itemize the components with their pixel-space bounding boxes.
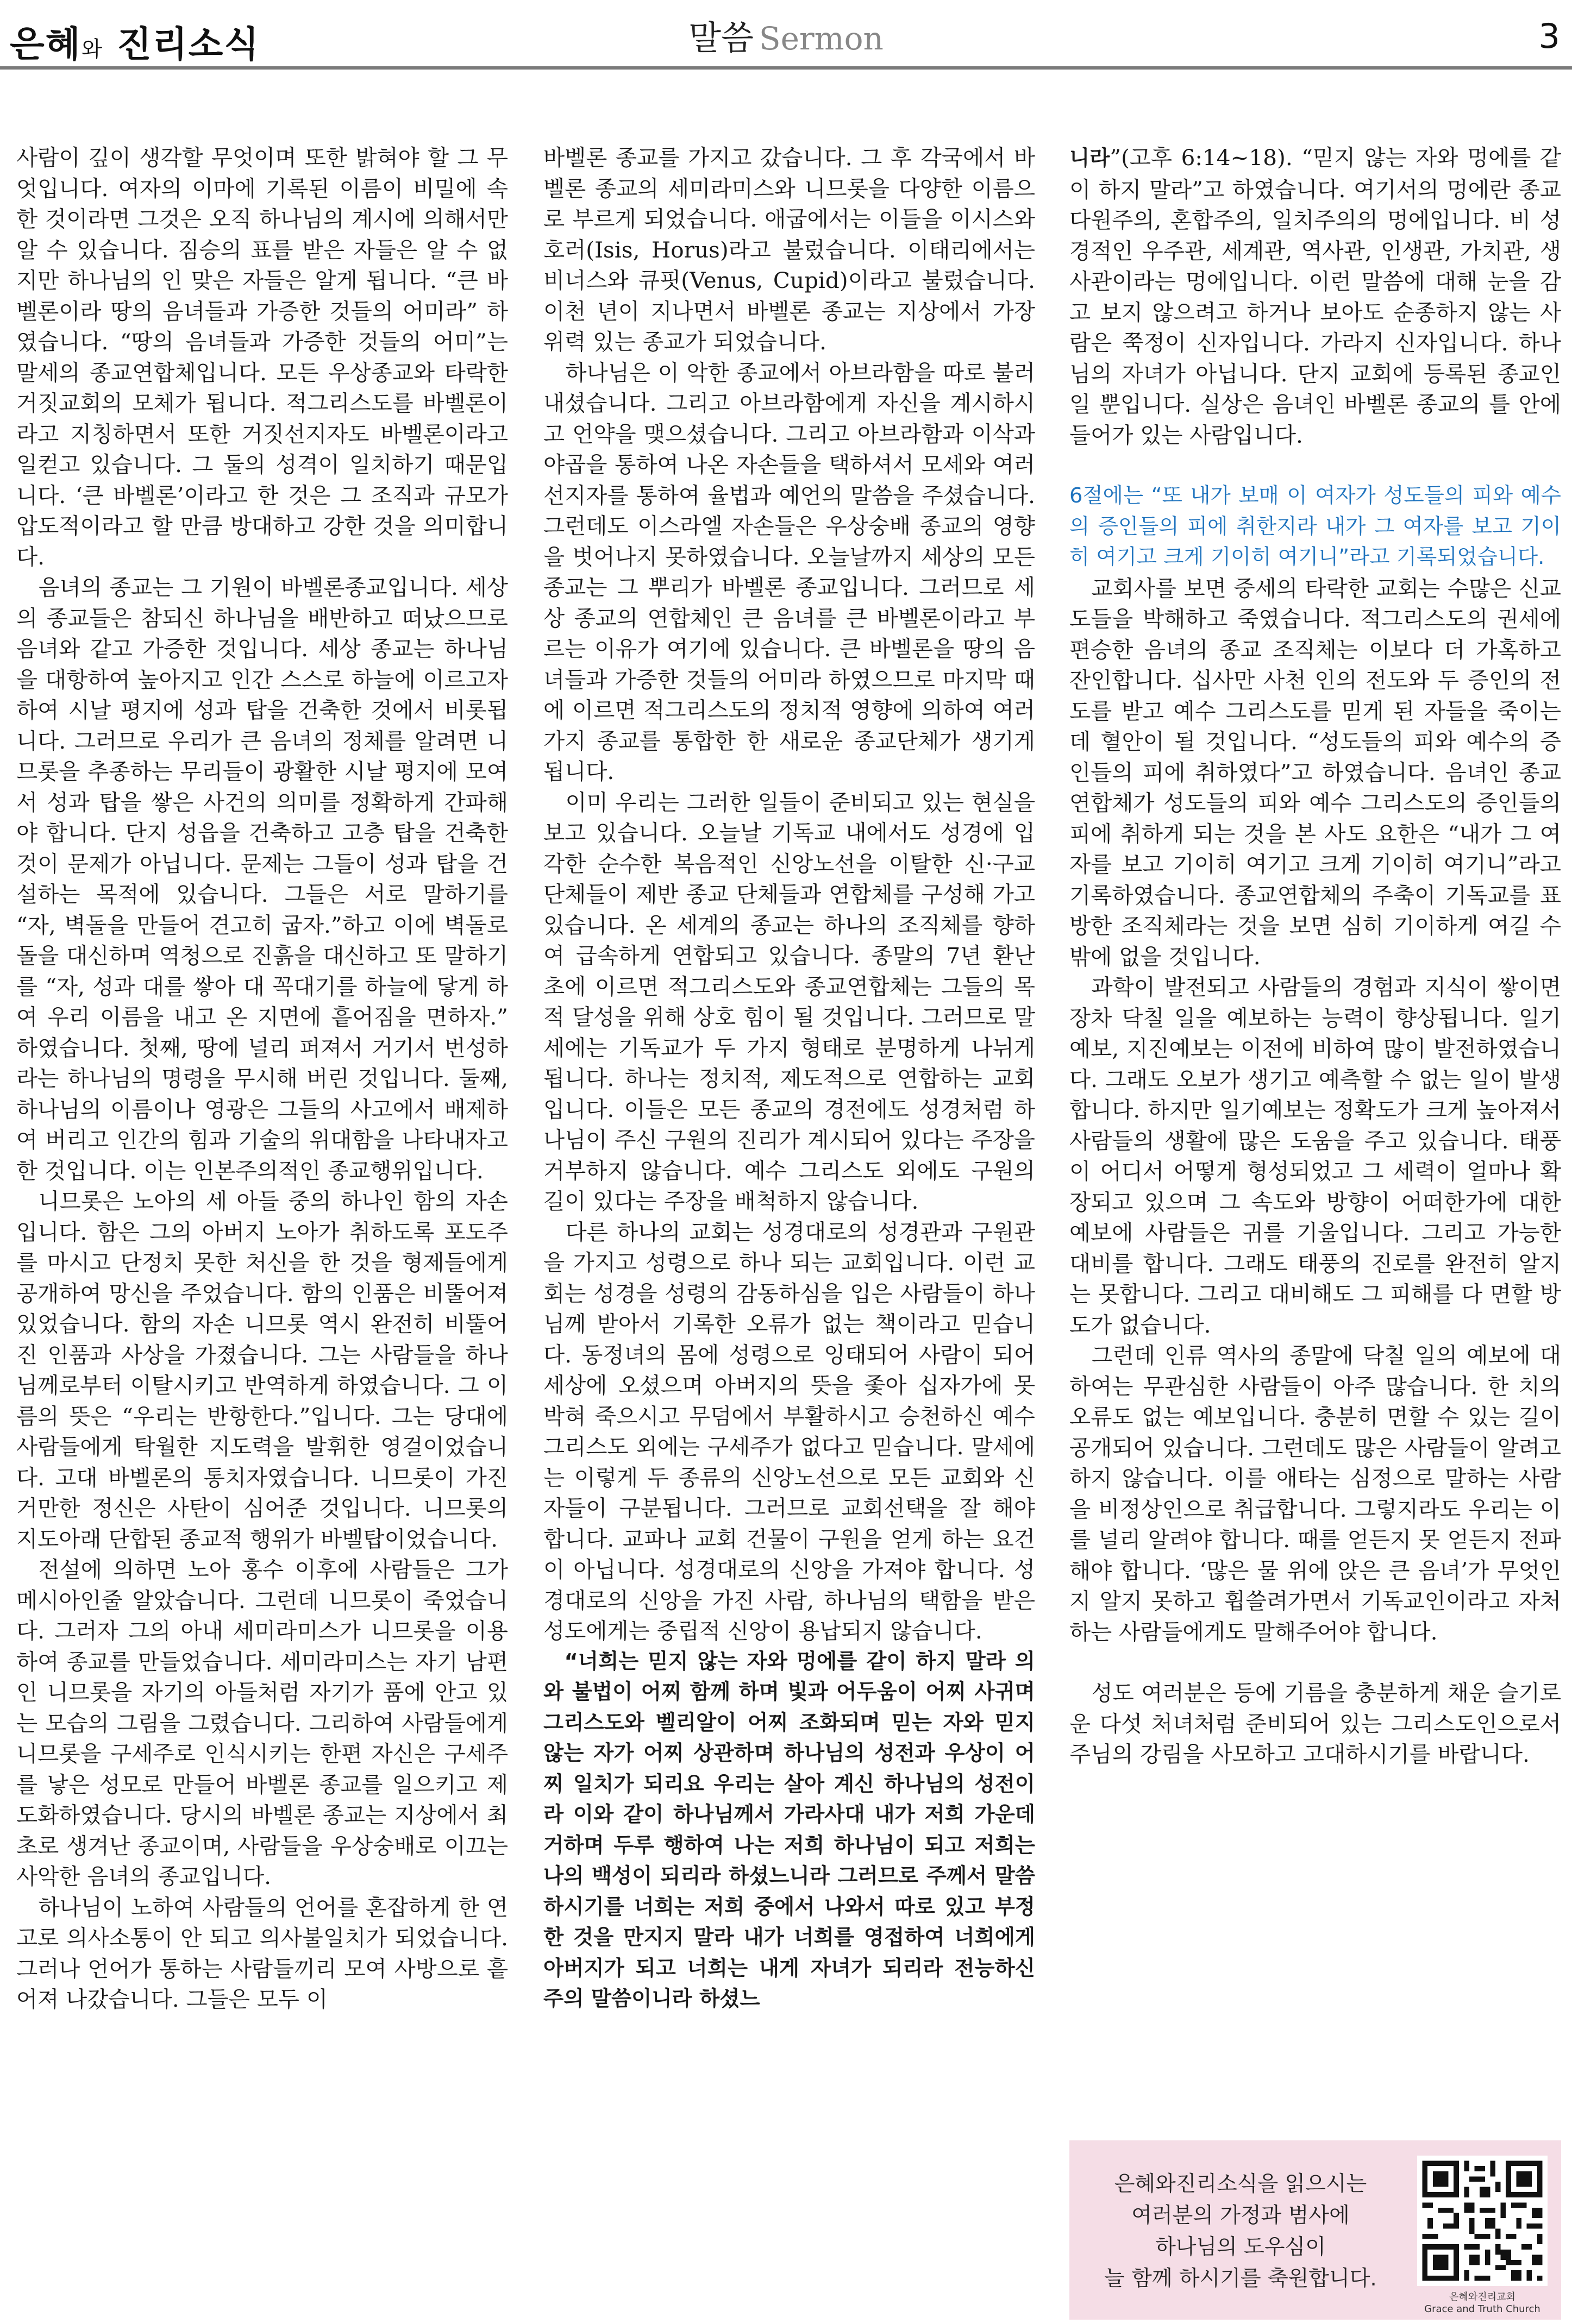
blessing-box (1069, 2140, 1561, 2320)
church-logo-english: Grace and Truth Church (1424, 2303, 1540, 2315)
publication-title-part2: 와 (81, 37, 104, 62)
paragraph: 그런데 인류 역사의 종말에 닥칠 일의 예보에 대하여는 무관심한 사람들이 아주 많습니다. 한 치의 오류도 없는 예보입니다. 충분히 면할 수 있는 길이 공개되어 있습니다. 그런데도 많은 사람들이 알려고 하지 않습니다. 이를 애타는 심정으로 말하는 사람을 비정상인으로 취급합니다. 그렇지라도 우리는 이를 널리 알려야 합니다. 때를 얻든지 못 얻든지 전파해야 합니다. ‘많은 물 위에 앉은 큰 음녀’가 무엇인지 알지 못하고 휩쓸려가면서 기독교인이라고 자처하는 사람들에게도 말해주어야 합니다. (1069, 1342, 1561, 1645)
blessing-line: 늘 함께 하시기를 축원합니다. (1104, 2266, 1377, 2291)
paragraph: 성도 여러분은 등에 기름을 충분하게 채운 슬기로운 다섯 처녀처럼 준비되어 있는 그리스도인으로서 주님의 강림을 사모하고 고대하시기를 바랍니다. (1069, 1680, 1561, 1767)
paragraph (1069, 142, 1561, 450)
paragraph: 음녀의 종교는 그 기원이 바벨론종교입니다. 세상의 종교들은 참되신 하나님을 배반하고 떠났으므로 음녀와 같고 가증한 것입니다. 세상 종교는 하나님을 대항하여 높아지고 인간 스스로 하늘에 이르고자 하여 시날 평지에 성과 탑을 건축한 것에서 비롯됩니다. 그러므로 우리가 큰 음녀의 정체를 알려면 니므롯을 추종하는 무리들이 광활한 시날 평지에 모여서 성과 탑을 쌓은 사건의 의미를 정확하게 간파해야 합니다. 단지 성읍을 건축하고 고층 탑을 건축한 것이 문제가 아닙니다. 문제는 그들이 성과 탑을 건설하는 목적에 있습니다. 그들은 서로 말하기를 “자, 벽돌을 만들어 견고히 굽자.”하고 이에 벽돌로 돌을 대신하며 역청으로 진흙을 대신하고 또 말하기를 “자, 성과 대를 쌓아 대 꼭대기를 하늘에 닿게 하여 우리 이름을 내고 온 지면에 흩어짐을 면하자.” 하였습니다. 첫째, 땅에 널리 퍼져서 거기서 번성하라는 하나님의 명령을 무시해 버린 것입니다. 둘째, 하나님의 이름이나 영광은 그들의 사고에서 배제하여 버리고 인간의 힘과 기술의 위대함을 나타내자고 한 것입니다. 이는 인본주의적인 종교행위입니다. (16, 574, 508, 1184)
paragraph: 다른 하나의 교회는 성경대로의 성경관과 구원관을 가지고 성령으로 하나 되는 교회입니다. 이런 교회는 성경을 성령의 감동하심을 입은 사람들이 하나님께 받아서 기록한 오류가 없는 책이라고 믿습니다. 동정녀의 몸에 성령으로 잉태되어 사람이 되어 세상에 오셨으며 아버지의 뜻을 좇아 십자가에 못 박혀 죽으시고 무덤에서 부활하시고 승천하신 예수 그리스도 외에는 구세주가 없다고 믿습니다. 말세에는 이렇게 두 종류의 신앙노선으로 모든 교회와 신자들이 구분됩니다. 그러므로 교회선택을 잘 해야 합니다. 교파나 교회 건물이 구원을 얻게 하는 요건이 아닙니다. 성경대로의 신앙을 가져야 합니다. 성경대로의 신앙을 가진 사람, 하나님의 택함을 받은 성도에게는 중립적 신앙이 용납되지 않습니다. (543, 1218, 1035, 1644)
section-label-korean: 말씀 (688, 18, 754, 58)
blessing-text (1080, 2169, 1401, 2295)
header-divider (0, 66, 1572, 70)
scripture-quote: “너희는 믿지 않는 자와 멍에를 같이 하지 말라 의와 불법이 어찌 함께 하며 빛과 어두움이 어찌 사귀며 그리스도와 벨리알이 어찌 조화되며 믿는 자와 믿지 않는 자가 어찌 상관하며 하나님의 성전과 우상이 어찌 일치가 되리요 우리는 살아 계신 하나님의 성전이라 이와 같이 하나님께서 가라사대 내가 저희 가운데 거하며 두루 행하여 나는 저희 하나님이 되고 저희는 나의 백성이 되리라 하셨느니라 그러므로 주께서 말씀하시기를 너희는 저희 중에서 나와서 따로 있고 부정한 것을 만지지 말라 내가 너희를 영접하여 너희에게 아버지가 되고 너희는 내게 자녀가 되리라 전능하신 주의 말씀이니라 하셨느 (543, 1649, 1035, 2011)
paragraph: 교회사를 보면 중세의 타락한 교회는 수많은 신교도들을 박해하고 죽였습니다. 적그리스도의 권세에 편승한 음녀의 종교 조직체는 이보다 더 가혹하고 잔인합니다. 십사만 사천 인의 전도와 두 증인의 전도를 받고 예수 그리스도를 믿게 된 자들을 죽이는데 혈안이 될 것입니다. “성도들의 피와 예수의 증인들의 피에 취하였다”고 하였습니다. 음녀인 종교연합체가 성도들의 피와 예수 그리스도의 증인들의 피에 취하게 되는 것을 본 사도 요한은 “내가 그 여자를 보고 기이히 여기고 크게 기이히 여기니”라고 기록하였습니다. 종교연합체의 주축이 기독교를 표방한 조직체라는 것을 보면 심히 기이하게 여길 수밖에 없을 것입니다. (1069, 575, 1561, 970)
text-column-2 (543, 142, 1035, 2015)
blessing-line: 은혜와진리소식을 읽으시는 (1114, 2172, 1367, 2196)
page-number: 3 (1538, 16, 1560, 56)
section-label-english: Sermon (759, 20, 884, 57)
publication-title-part3: 진리소식 (103, 23, 260, 65)
blessing-line: 여러분의 가정과 범사에 (1131, 2203, 1350, 2228)
paragraph: 하나님은 이 악한 종교에서 아브라함을 따로 불러내셨습니다. 그리고 아브라함에게 자신을 계시하시고 언약을 맺으셨습니다. 그리고 아브라함과 이삭과 야곱을 통하여 나온 자손들을 택하셔서 모세와 여러 선지자를 통하여 율법과 예언의 말씀을 주셨습니다. 그런데도 이스라엘 자손들은 우상숭배 종교의 영향을 벗어나지 못하였습니다. 오늘날까지 세상의 모든 종교는 그 뿌리가 바벨론 종교입니다. 그러므로 세상 종교의 연합체인 큰 음녀를 큰 바벨론이라고 부르는 이유가 여기에 있습니다. 큰 바벨론을 땅의 음녀들과 가증한 것들의 어미라 하였으므로 마지막 때에 이르면 적그리스도의 정치적 영향에 의하여 여러 가지 종교를 통합한 한 새로운 종교단체가 생기게 됩니다. (543, 359, 1035, 784)
blessing-line: 하나님의 도우심이 (1155, 2235, 1326, 2259)
paragraph-text: ”(고후 6:14~18). “믿지 않는 자와 멍에를 같이 하지 말라”고 하였습니다. 여기서의 멍에란 종교다원주의, 혼합주의, 일치주의의 멍에입니다. 비 성경적인 우주관, 세계관, 역사관, 인생관, 가치관, 생사관이라는 멍에입니다. 이런 말씀에 대해 눈을 감고 보지 않으려고 하거나 보아도 순종하지 않는 사람은 쭉정이 신자입니다. 가라지 신자입니다. 하나님의 자녀가 아닙니다. 단지 교회에 등록된 종교인일 뿐입니다. 실상은 음녀인 바벨론 종교의 틀 안에 들어가 있는 사람입니다. (1069, 145, 1561, 448)
paragraph: 바벨론 종교를 가지고 갔습니다. 그 후 각국에서 바벨론 종교의 세미라미스와 니므롯을 다양한 이름으로 부르게 되었습니다. 애굽에서는 이들을 이시스와 호러(Isis, Horus)라고 불렀습니다. 이태리에서는 비너스와 큐핏(Venus, Cupid)이라고 불렀습니다. 이천 년이 지나면서 바벨론 종교는 지상에서 가장 위력 있는 종교가 되었습니다. (543, 145, 1035, 355)
paragraph: 하나님이 노하여 사람들의 언어를 혼잡하게 한 연고로 의사소통이 안 되고 의사불일치가 되었습니다. 그러나 언어가 통하는 사람들끼리 모여 사방으로 흩어져 나갔습니다. 그들은 모두 이 (16, 1894, 508, 2012)
paragraph: 니므롯은 노아의 세 아들 중의 하나인 함의 자손입니다. 함은 그의 아버지 노아가 취하도록 포도주를 마시고 단정치 못한 처신을 한 것을 형제들에게 공개하여 망신을 주었습니다. 함의 인품은 비뚤어져 있었습니다. 함의 자손 니므롯 역시 완전히 비뚤어진 인품과 사상을 가졌습니다. 그는 사람들을 하나님께로부터 이탈시키고 반역하게 하였습니다. 그 이름의 뜻은 “우리는 반항한다.”입니다. 그는 당대에 사람들에게 탁월한 지도력을 발휘한 영걸이었습니다. 고대 바벨론의 통치자였습니다. 니므롯이 가진 거만한 정신은 사탄이 심어준 것입니다. 니므롯의 지도아래 단합된 종교적 행위가 바벨탑이었습니다. (16, 1188, 508, 1552)
church-logo (1417, 2291, 1548, 2315)
highlighted-verse: 6절에는 “또 내가 보매 이 여자가 성도들의 피와 예수의 증인들의 피에 취한지라 내가 그 여자를 보고 기이히 여기고 크게 기이히 여기니”라고 기록되었습니다. (1069, 483, 1561, 569)
paragraph: 전설에 의하면 노아 홍수 이후에 사람들은 그가 메시아인줄 알았습니다. 그런데 니므롯이 죽었습니다. 그러자 그의 아내 세미라미스가 니므롯을 이용하여 종교를 만들었습니다. 세미라미스는 자기 남편인 니므롯을 자기의 아들처럼 자기가 품에 안고 있는 모습의 그림을 그렸습니다. 그리하여 사람들에게 니므롯을 구세주로 인식시키는 한편 자신은 구세주를 낳은 성모로 만들어 바벨론 종교를 일으키고 제도화하였습니다. 당시의 바벨론 종교는 지상에서 최초로 생겨난 종교이며, 사람들을 우상숭배로 이끄는 사악한 음녀의 종교입니다. (16, 1556, 508, 1889)
qr-code-icon[interactable] (1417, 2156, 1548, 2286)
church-logo-korean: 은혜와진리교회 (1449, 2291, 1515, 2303)
paragraph: 사람이 깊이 생각할 무엇이며 또한 밝혀야 할 그 무엇입니다. 여자의 이마에 기록된 이름이 비밀에 속한 것이라면 그것은 오직 하나님의 계시에 의해서만 알 수 있습니다. 짐승의 표를 받은 자들은 알 수 없지만 하나님의 인 맞은 자들은 알게 됩니다. “큰 바벨론이라 땅의 음녀들과 가증한 것들의 어미라” 하였습니다. “땅의 음녀들과 가증한 것들의 어미”는 말세의 종교연합체입니다. 모든 우상종교와 타락한 거짓교회의 모체가 됩니다. 적그리스도를 바벨론이라고 지칭하면서 또한 거짓선지자도 바벨론이라고 일컫고 있습니다. 그 둘의 성격이 일치하기 때문입니다. ‘큰 바벨론’이라고 한 것은 그 조직과 규모가 압도적이라고 할 만큼 방대하고 강한 것을 의미합니다. (16, 145, 508, 570)
section-label (0, 11, 1572, 59)
scripture-quote-end: 니라 (1069, 146, 1110, 171)
page-header (0, 0, 1572, 81)
paragraph: 이미 우리는 그러한 일들이 준비되고 있는 현실을 보고 있습니다. 오늘날 기독교 내에서도 성경에 입각한 순수한 복음적인 신앙노선을 이탈한 신·구교 단체들이 제반 종교 단체들과 연합체를 구성해 가고 있습니다. 온 세계의 종교는 하나의 조직체를 향하여 급속하게 연합되고 있습니다. 종말의 7년 환난 초에 이르면 적그리스도와 종교연합체는 그들의 목적 달성을 위해 상호 힘이 될 것입니다. 그러므로 말세에는 기독교가 두 가지 형태로 분명하게 나뉘게 됩니다. 하나는 정치적, 제도적으로 연합하는 교회입니다. 이들은 모든 종교의 경전에도 성경처럼 하나님이 주신 구원의 진리가 계시되어 있다는 주장을 거부하지 않습니다. 예수 그리스도 외에도 구원의 길이 있다는 주장을 배척하지 않습니다. (543, 789, 1035, 1214)
text-column-1 (16, 142, 508, 2015)
paragraph: 과학이 발전되고 사람들의 경험과 지식이 쌓이면 장차 닥칠 일을 예보하는 능력이 향상됩니다. 일기예보, 지진예보는 이전에 비하여 많이 발전하였습니다. 그래도 오보가 생기고 예측할 수 없는 일이 발생합니다. 하지만 일기예보는 정확도가 크게 높아져서 사람들의 생활에 많은 도움을 주고 있습니다. 태풍이 어디서 어떻게 형성되었고 그 세력이 얼마나 확장되고 있으며 그 속도와 방향이 어떠한가에 대한 예보에 사람들은 귀를 기울입니다. 그리고 가능한 대비를 합니다. 그래도 태풍의 진로를 완전히 알지는 못합니다. 그리고 대비해도 그 피해를 다 면할 방도가 없습니다. (1069, 974, 1561, 1338)
text-column-3 (1069, 142, 1561, 1770)
publication-title-part1: 은혜 (10, 23, 82, 65)
